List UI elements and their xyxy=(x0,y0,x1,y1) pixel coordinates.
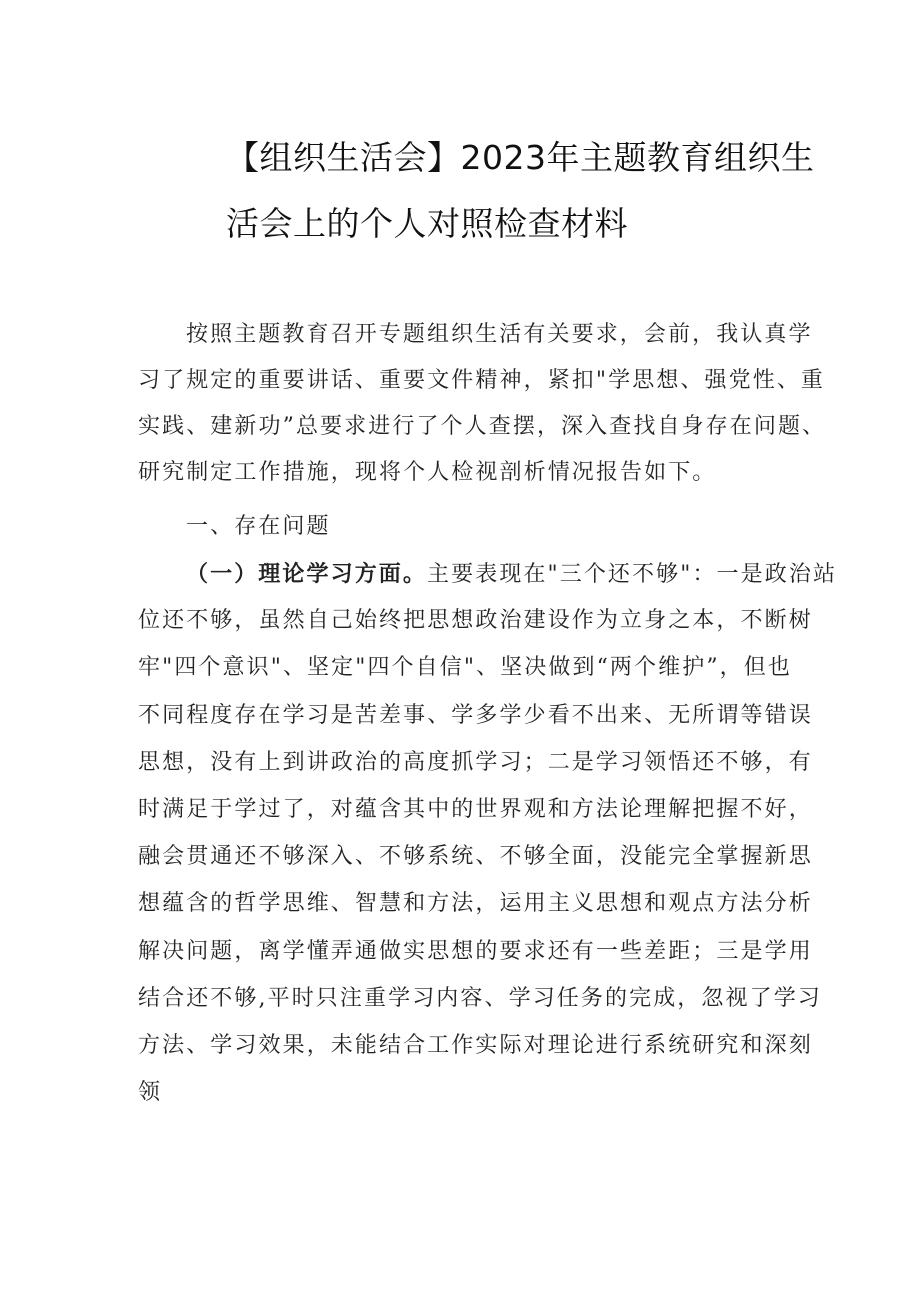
body-line: 领 xyxy=(138,1080,163,1105)
subsection-line xyxy=(186,557,837,588)
body-line: 结合还不够,平时只注重学习内容、学习任务的完成，忽视了学习 xyxy=(138,986,822,1011)
body-line: 方法、学习效果，未能结合工作实际对理论进行系统研究和深刻 xyxy=(138,1033,813,1058)
body-line: 融会贯通还不够深入、不够系统、不够全面，没能完全掌握新思 xyxy=(138,844,813,869)
intro-line: 习了规定的重要讲话、重要文件精神，紧扣"学思想、强党性、重 xyxy=(138,368,826,393)
body-line: 位还不够，虽然自己始终把思想政治建设作为立身之本，不断树 xyxy=(138,608,813,633)
body-line: 解决问题，离学懂弄通做实思想的要求还有一些差距；三是学用 xyxy=(138,939,813,964)
body-line: 牢"四个意识"、坚定"四个自信"、坚决做到“两个维护”，但也 xyxy=(138,655,792,680)
body-line: 时满足于学过了，对蕴含其中的世界观和方法论理解把握不好， xyxy=(138,797,813,822)
body-line: 想蕴含的哲学思维、智慧和方法，运用主义思想和观点方法分析 xyxy=(138,891,813,916)
intro-line: 研究制定工作措施，现将个人检视剖析情况报告如下。 xyxy=(138,460,717,485)
document-title-line-1: 【组织生活会】2023年主题教育组织生 xyxy=(226,138,815,177)
subsection-heading: （一）理论学习方面。 xyxy=(186,561,428,587)
body-line: 不同程度存在学习是苦差事、学多学少看不出来、无所谓等错误 xyxy=(138,703,813,728)
section-heading: 一、存在问题 xyxy=(186,514,331,539)
body-line: 思想，没有上到讲政治的高度抓学习；二是学习领悟还不够，有 xyxy=(138,750,813,775)
intro-line: 实践、建新功”总要求进行了个人查摆，深入查找自身存在问题、 xyxy=(138,414,827,439)
intro-line: 按照主题教育召开专题组织生活有关要求，会前，我认真学 xyxy=(186,322,813,347)
document-title-line-2: 活会上的个人对照检查材料 xyxy=(226,204,628,243)
subsection-lead: 主要表现在"三个还不够"：一是政治站 xyxy=(427,562,838,587)
